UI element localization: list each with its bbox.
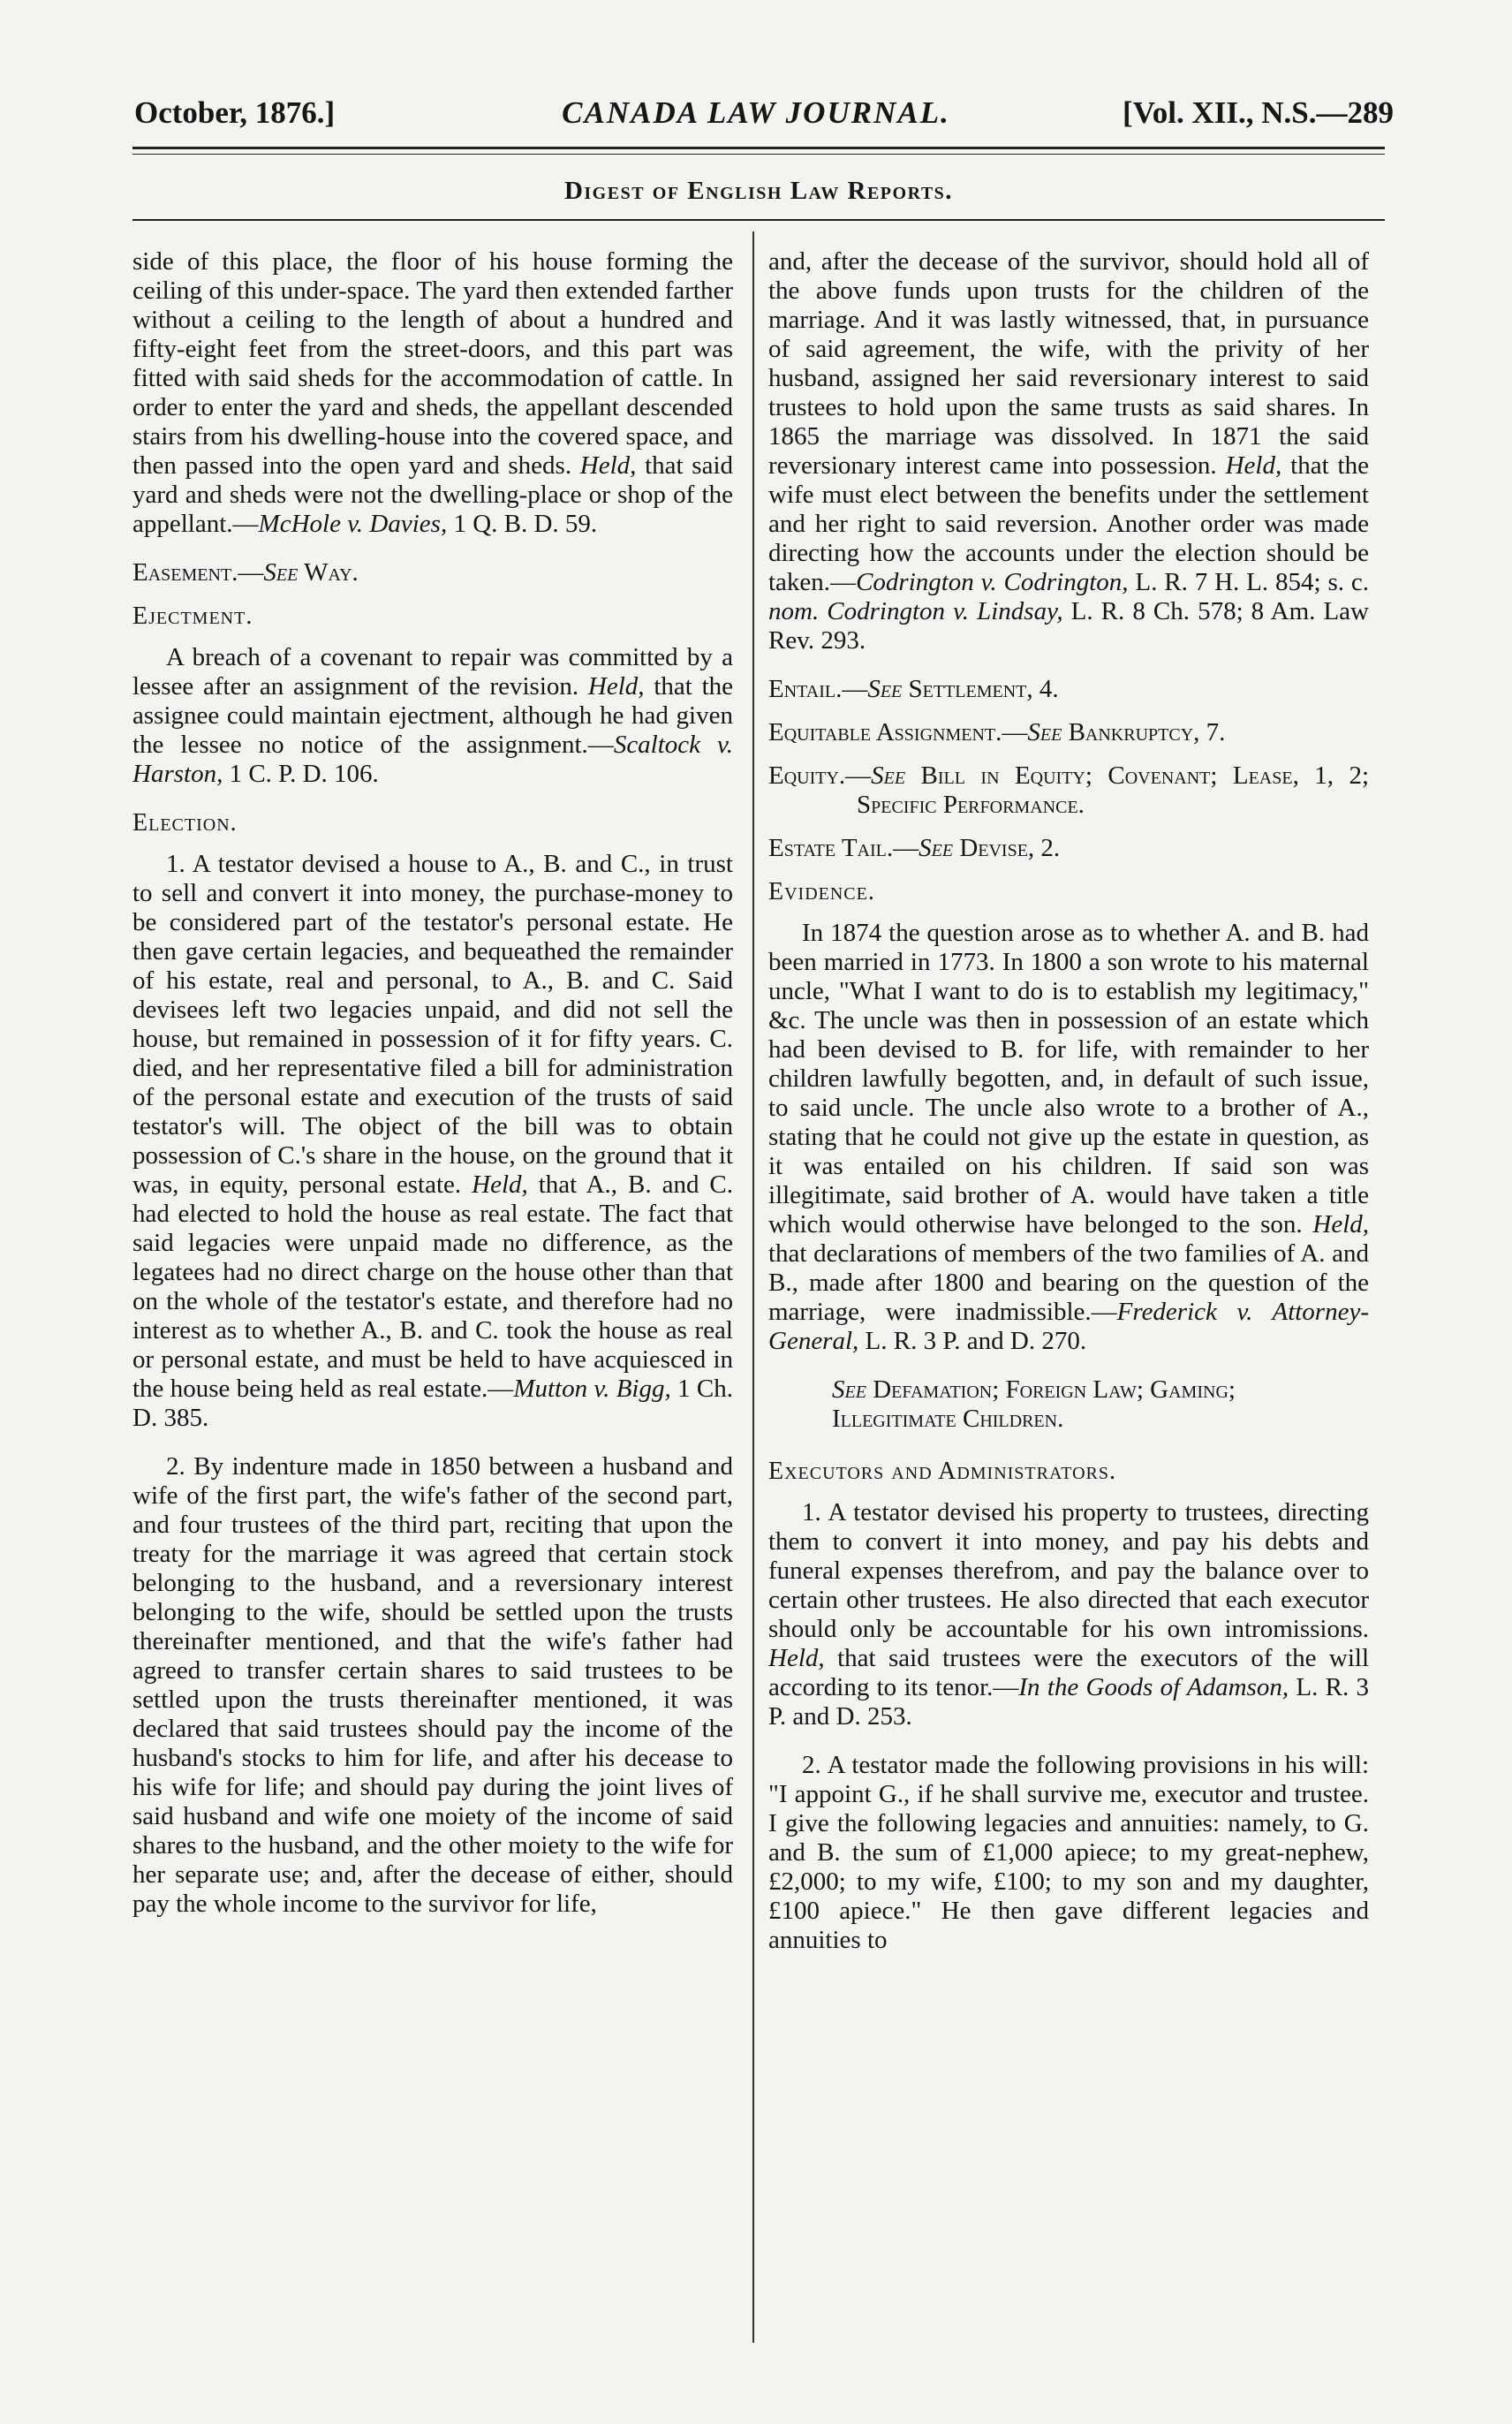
header-rule-thick	[132, 147, 1385, 149]
paragraph-evidence: In 1874 the question arose as to whether A. and B. had been married in 1773. In 1800 a son wrote to his maternal uncle, "What I want to do is to establish my legitimacy," &c. The uncle was then in possession of an estate which had been devised to B. for life, with remainder to her children lawfully begotten, and, in default of such issue, to said uncle. The uncle also wrote to a brother of A., stating that he could not give up the estate in question, as it was entailed on his children. If said son was illegitimate, said brother of A. would have taken a title which would otherwise have belonged to the son. Held, that declarations of members of the two families of A. and B., made after 1800 and bearing on the question of the marriage, were inadmissible.—Frederick v. Attorney-General, L. R. 3 P. and D. 270.	[768, 919, 1369, 1355]
paragraph-election-1: 1. A testator devised a house to A., B. and C., in trust to sell and convert it into money, the purchase-money to be considered part of the testator's personal estate. He then gave certain legacies, and bequeathed the remainder of his estate, real and personal, to A., B. and C. Said devisees left two legacies unpaid, and did not sell the house, but remained in possession of it for fifty years. C. died, and her representative filed a bill for administration of the personal estate and execution of the trusts of said testator's will. The object of the bill was to obtain possession of C.'s share in the house, on the ground that it was, in equity, personal estate. Held, that A., B. and C. had elected to hold the house as real estate. The fact that said legacies were unpaid made no difference, as the legatees had no direct charge on the house other than that on the whole of the testator's estate, and therefore had no interest as to whether A., B. and C. took the house as real or personal estate, and must be held to have acquiesced in the house being held as real estate.—Mutton v. Bigg, 1 Ch. D. 385.	[132, 850, 733, 1432]
see-also-references: See Defamation; Foreign Law; Gaming; Illegitimate Children.	[832, 1375, 1236, 1433]
paragraph-election-2-continued: and, after the decease of the survivor, should hold all of the above funds upon trusts for the children of the marriage. And it was lastly witnessed, that, in pursuance of said agreement, the wife, with the privity of her husband, assigned her said reversionary interest to said trustees to hold upon the same trusts as said shares. In 1865 the marriage was dissolved. In 1871 the said reversionary interest came into possession. Held, that the wife must elect between the benefits under the settlement and her right to said reversion. Another order was made directing how the accounts under the election should be taken.—Codrington v. Codrington, L. R. 7 H. L. 854; s. c. nom. Codrington v. Lindsay, L. R. 8 Ch. 578; 8 Am. Law Rev. 293.	[768, 247, 1369, 655]
case-name: Scaltock v. Harston,	[132, 731, 733, 788]
case-name: Frederick v. Attorney-General,	[768, 1298, 1369, 1355]
heading-ejectment: Ejectment.	[132, 602, 253, 630]
section-title: Digest of English Law Reports.	[563, 177, 954, 205]
heading-evidence: Evidence.	[768, 878, 875, 905]
cross-reference-easement: Easement.—See Way.	[132, 558, 359, 587]
case-name: In the Goods of Adamson,	[1018, 1673, 1289, 1701]
cross-reference-equitable-assignment: Equitable Assignment.—See Bankruptcy, 7.	[768, 718, 1226, 746]
issue-date: October, 1876.]	[134, 95, 336, 130]
case-name: nom. Codrington v. Lindsay,	[768, 597, 1063, 625]
running-header	[132, 92, 1394, 145]
heading-election: Election.	[132, 809, 238, 837]
cross-reference-estate-tail: Estate Tail.—See Devise, 2.	[768, 834, 1061, 862]
volume-page: [Vol. XII., N.S.—289	[1123, 95, 1394, 130]
paragraph-election-2: 2. By indenture made in 1850 between a husband and wife of the first part, the wife's father of the second part, and four trustees of the third part, reciting that upon the treaty for the marriage it was agreed that certain stock belonging to the husband, and a reversionary interest belonging to the wife, should be settled upon the trusts thereinafter mentioned, and that the wife's father had agreed to transfer certain shares to said trustees to be settled upon the trusts thereinafter mentioned, it was declared that said trustees should pay the income of the husband's stocks to him for life, and after his decease to his wife for life; and should pay during the joint lives of said husband and wife one moiety of the income of said shares to the husband, and the other moiety to the wife for her separate use; and, after the decease of either, should pay the whole income to the survivor for life,	[132, 1452, 733, 1918]
case-name: McHole v. Davies,	[258, 510, 448, 538]
right-column	[768, 247, 1369, 2362]
paragraph-executors-1: 1. A testator devised his property to trustees, directing them to convert it into money, and pay his debts and funeral expenses therefrom, and pay the balance over to certain other trustees. He also directed that each executor should only be accountable for his own intromissions. Held, that said trustees were the executors of the will according to its tenor.—In the Goods of Adamson, L. R. 3 P. and D. 253.	[768, 1498, 1369, 1731]
section-rule	[132, 219, 1385, 221]
cross-reference-entail: Entail.—See Settlement, 4.	[768, 675, 1059, 703]
journal-title: CANADA LAW JOURNAL.	[562, 95, 950, 130]
case-name: Codrington v. Codrington,	[856, 568, 1129, 596]
case-name: Mutton v. Bigg,	[513, 1375, 671, 1403]
paragraph-continued: side of this place, the floor of his house forming the ceiling of this under-space. The yard then extended farther without a ceiling to the length of about a hundred and fifty-eight feet from the street-doors, and this part was fitted with said sheds for the accommodation of cattle. In order to enter the yard and sheds, the appellant descended stairs from his dwelling-house into the covered space, and then passed into the open yard and sheds. Held, that said yard and sheds were not the dwelling-place or shop of the appellant.—McHole v. Davies, 1 Q. B. D. 59.	[132, 247, 733, 538]
column-divider	[752, 231, 754, 2343]
left-column	[132, 247, 733, 2362]
cross-reference-equity: Equity.—See Bill in Equity; Covenant; Lease, 1, 2; Specific Performance.	[768, 761, 1369, 819]
paragraph-executors-2: 2. A testator made the following provisions in his will: "I appoint G., if he shall survive me, executor and trustee. I give the following legacies and annuities: namely, to G. and B. the sum of £1,000 apiece; to my great-nephew, £2,000; to my wife, £100; to my son and my daughter, £100 apiece." He then gave different legacies and annuities to	[768, 1751, 1369, 1954]
heading-executors: Executors and Administrators.	[768, 1458, 1116, 1485]
header-rule-thin	[132, 154, 1385, 155]
paragraph-ejectment: A breach of a covenant to repair was committed by a lessee after an assignment of the revision. Held, that the assignee could maintain ejectment, although he had given the lessee no notice of the assignment.—Scaltock v. Harston, 1 C. P. D. 106.	[132, 643, 733, 788]
